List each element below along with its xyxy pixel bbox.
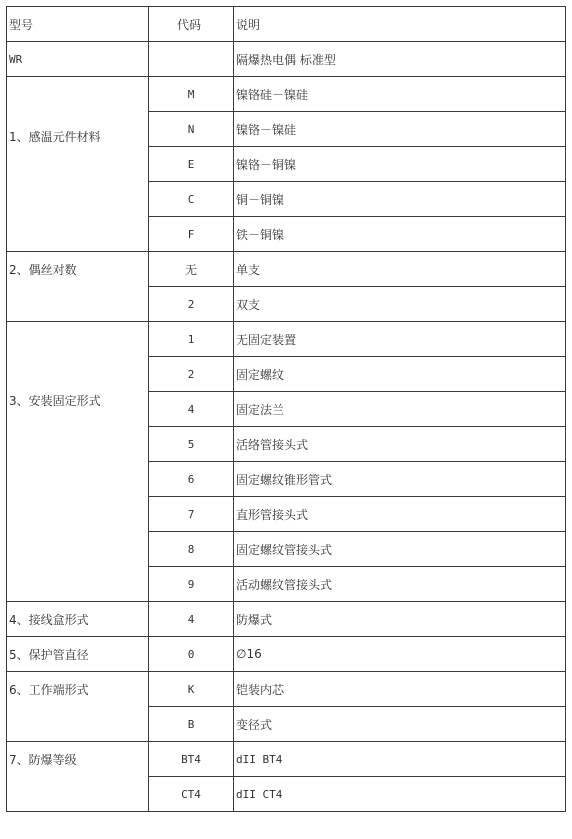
desc-cell: ∅16: [234, 637, 566, 672]
code-cell: BT4: [149, 742, 234, 777]
code-cell: 5: [149, 427, 234, 462]
group-label: 3、安装固定形式: [7, 322, 149, 602]
code-cell-wr: [149, 42, 234, 77]
model-spec-table: [6, 6, 566, 812]
code-cell: 4: [149, 392, 234, 427]
table-row: [7, 322, 566, 357]
code-cell: CT4: [149, 777, 234, 812]
code-cell: 2: [149, 357, 234, 392]
desc-cell: 活动螺纹管接头式: [234, 567, 566, 602]
group-label: 4、接线盒形式: [7, 602, 149, 637]
code-cell: M: [149, 77, 234, 112]
table-row: [7, 252, 566, 287]
group-label: 5、保护管直径: [7, 637, 149, 672]
table-row: [7, 672, 566, 707]
desc-cell: 固定螺纹: [234, 357, 566, 392]
code-cell: B: [149, 707, 234, 742]
table-row: [7, 742, 566, 777]
desc-cell: dII BT4: [234, 742, 566, 777]
group-rows: [7, 77, 566, 812]
desc-cell: 活络管接头式: [234, 427, 566, 462]
desc-cell: 铜－铜镍: [234, 182, 566, 217]
desc-cell: 镍铬－铜镍: [234, 147, 566, 182]
desc-cell-wr: 隔爆热电偶 标准型: [234, 42, 566, 77]
desc-cell: 固定螺纹管接头式: [234, 532, 566, 567]
model-cell-wr: WR: [7, 42, 149, 77]
desc-cell: 变径式: [234, 707, 566, 742]
desc-cell: 铁－铜镍: [234, 217, 566, 252]
group-label: 6、工作端形式: [7, 672, 149, 742]
table-row: [7, 637, 566, 672]
header-desc: 说明: [234, 7, 566, 42]
desc-cell: 单支: [234, 252, 566, 287]
code-cell: 6: [149, 462, 234, 497]
code-cell: 1: [149, 322, 234, 357]
header-model: 型号: [7, 7, 149, 42]
desc-cell: 镍铬硅－镍硅: [234, 77, 566, 112]
code-cell: 2: [149, 287, 234, 322]
group-label: 1、感温元件材料: [7, 77, 149, 252]
code-cell: N: [149, 112, 234, 147]
table-row: [7, 77, 566, 112]
code-cell: K: [149, 672, 234, 707]
desc-cell: 双支: [234, 287, 566, 322]
desc-cell: 防爆式: [234, 602, 566, 637]
code-cell: 9: [149, 567, 234, 602]
group-label: 2、偶丝对数: [7, 252, 149, 322]
code-cell: C: [149, 182, 234, 217]
code-cell: E: [149, 147, 234, 182]
header-row: [7, 7, 566, 42]
code-cell: 8: [149, 532, 234, 567]
desc-cell: dII CT4: [234, 777, 566, 812]
desc-cell: 镍铬－镍硅: [234, 112, 566, 147]
code-cell: 无: [149, 252, 234, 287]
table-row: [7, 602, 566, 637]
code-cell: 7: [149, 497, 234, 532]
group-label: 7、防爆等级: [7, 742, 149, 812]
desc-cell: 直形管接头式: [234, 497, 566, 532]
desc-cell: 无固定装置: [234, 322, 566, 357]
code-cell: 0: [149, 637, 234, 672]
desc-cell: 固定螺纹锥形管式: [234, 462, 566, 497]
header-code: 代码: [149, 7, 234, 42]
table-row-wr: [7, 42, 566, 77]
desc-cell: 铠装内芯: [234, 672, 566, 707]
code-cell: 4: [149, 602, 234, 637]
code-cell: F: [149, 217, 234, 252]
desc-cell: 固定法兰: [234, 392, 566, 427]
